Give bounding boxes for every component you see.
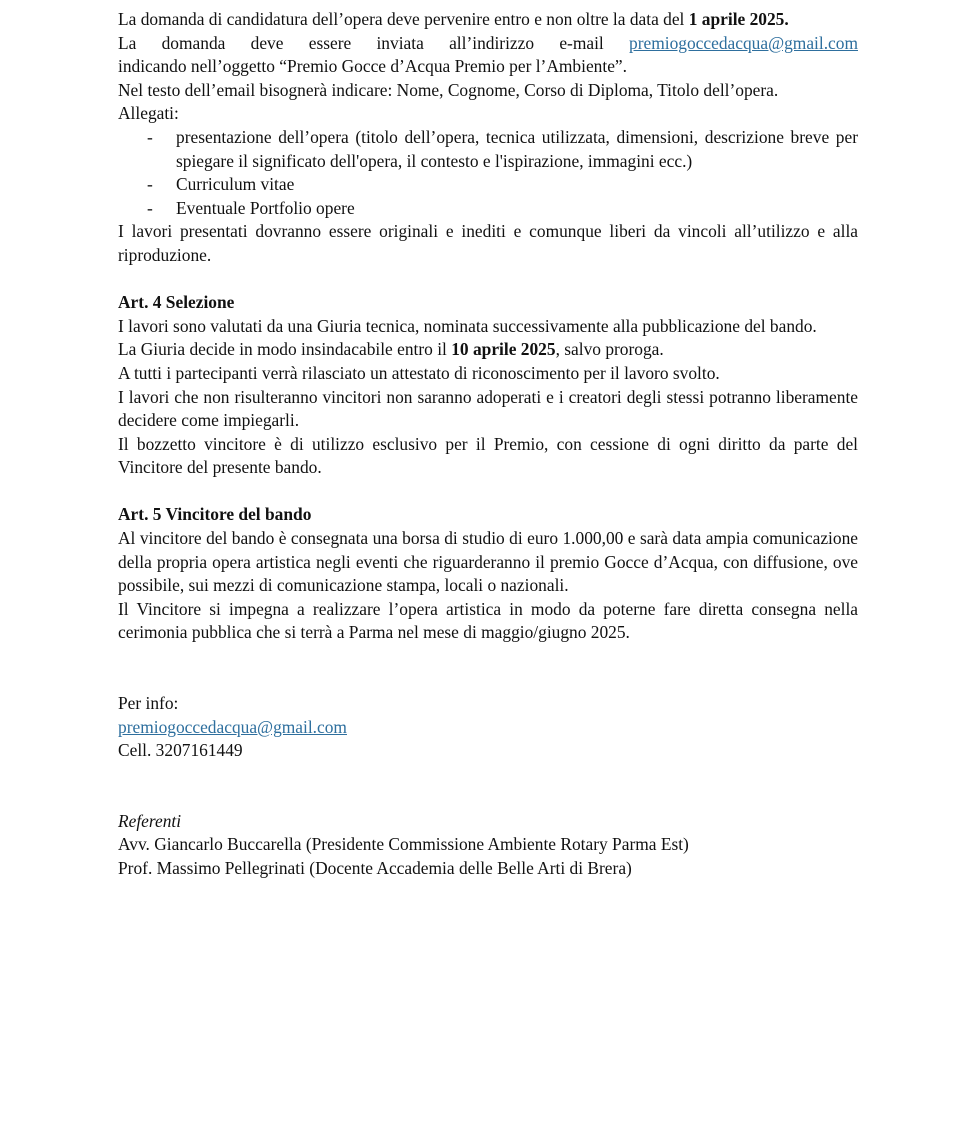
- attachments-label: Allegati:: [118, 103, 179, 124]
- info-label: Per info:: [118, 693, 179, 714]
- attachment-item: [118, 126, 858, 173]
- originality-paragraph: I lavori presentati dovranno essere originali e inediti e comunque liberi da vincoli all’utilizzo e alla riproduzione.: [118, 221, 858, 265]
- submission-deadline-text: La domanda di candidatura dell’opera deve pervenire entro e non oltre la data del: [118, 9, 689, 29]
- info-email-line: [118, 716, 858, 740]
- attachment-text: presentazione dell’opera (titolo dell’opera, tecnica utilizzata, dimensioni, descrizione breve per spiegare il significato dell'opera, il contesto e l'ispirazione, immagini ecc.): [176, 126, 858, 171]
- submission-subject-line: indicando nell’oggetto “Premio Gocce d’Acqua Premio per l’Ambiente”.: [118, 56, 627, 77]
- art4-heading: Art. 4 Selezione: [118, 292, 235, 313]
- submission-deadline-paragraph: [118, 8, 858, 32]
- referent-item: Prof. Massimo Pellegrinati (Docente Accademia delle Belle Arti di Brera): [118, 858, 632, 878]
- art4-paragraph: I lavori sono valutati da una Giuria tecnica, nominata successivamente alla pubblicazione del bando.: [118, 315, 817, 336]
- submission-email-content-line: Nel testo dell’email bisognerà indicare: Nome, Cognome, Corso di Diploma, Titolo dell’opera.: [118, 79, 779, 100]
- list-dash: -: [147, 126, 153, 147]
- art4-deadline-date: 10 aprile 2025: [451, 339, 556, 360]
- referent-item: Avv. Giancarlo Buccarella (Presidente Commissione Ambiente Rotary Parma Est): [118, 834, 689, 855]
- art5-paragraph: Il Vincitore si impegna a realizzare l’opera artistica in modo da poterne fare diretta consegna nella cerimonia pubblica che si terrà a Parma nel mese di maggio/giugno 2025.: [118, 598, 858, 643]
- info-email-link[interactable]: premiogoccedacqua@gmail.com: [118, 716, 347, 737]
- art4-paragraph: [118, 338, 858, 362]
- spacer: [118, 645, 858, 692]
- document-page: [118, 8, 858, 881]
- submission-email-line: [118, 32, 858, 56]
- art4-paragraph: Il bozzetto vincitore è di utilizzo esclusivo per il Premio, con cessione di ogni diritto da parte del Vincitore del presente bando.: [118, 433, 858, 478]
- art5-heading: Art. 5 Vincitore del bando: [118, 504, 312, 525]
- referents-title: Referenti: [118, 810, 182, 831]
- attachment-item: [118, 173, 858, 197]
- attachment-text: Curriculum vitae: [176, 174, 295, 195]
- attachments-list: [118, 126, 858, 220]
- spacer: [118, 268, 858, 292]
- art4-paragraph: I lavori che non risulteranno vincitori non saranno adoperati e i creatori degli stessi potranno liberamente decidere come impiegarli.: [118, 386, 858, 431]
- art4-deadline-text: La Giuria decide in modo insindacabile entro il: [118, 339, 452, 360]
- list-dash: -: [147, 174, 153, 195]
- submission-email-text: La domanda deve essere inviata all’indirizzo e-mail: [118, 32, 604, 53]
- attachment-item: [118, 197, 858, 221]
- art4-deadline-suffix: , salvo proroga.: [555, 339, 664, 360]
- spacer: [118, 480, 858, 504]
- list-dash: -: [147, 197, 153, 218]
- attachment-text: Eventuale Portfolio opere: [176, 197, 355, 218]
- spacer: [118, 763, 858, 810]
- info-phone: Cell. 3207161449: [118, 740, 243, 761]
- art4-paragraph: A tutti i partecipanti verrà rilasciato un attestato di riconoscimento per il lavoro svolto.: [118, 362, 720, 383]
- art5-paragraph: Al vincitore del bando è consegnata una borsa di studio di euro 1.000,00 e sarà data ampia comunicazione della propria opera artistica negli eventi che riguarderanno il premio Gocce d’Acqua, con diffusione, ove possibile, sui mezzi di comunicazione stampa, locali o nazionali.: [118, 528, 858, 596]
- submission-email-link[interactable]: premiogoccedacqua@gmail.com: [629, 32, 858, 53]
- submission-deadline-date: 1 aprile 2025.: [688, 9, 789, 29]
